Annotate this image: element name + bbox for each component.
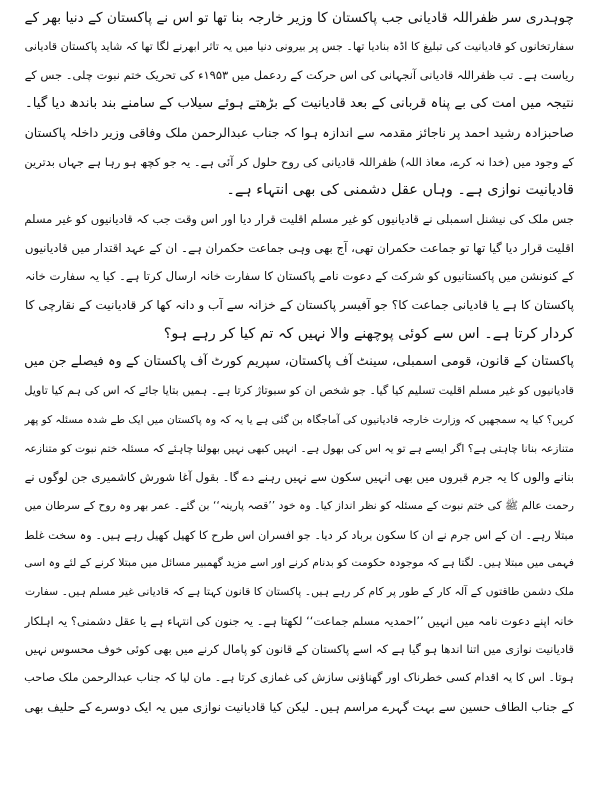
text-line: کریں؟ کیا یہ سمجھیں کہ وزارت خارجہ قادیانیوں کی آماجگاہ بن گئی ہے یا یہ کہ وہ پاکستان میں ایک طے شدہ مسئلہ کو پھر [24, 413, 574, 426]
paragraph-2 [16, 119, 574, 205]
text-line: ریاست ہے۔ تب ظفراللہ قادیانی آنجہانی کی اس حرکت کے ردعمل میں ۱۹۵۳ء کی تحریک ختم نبوت چلی۔ جس کے [24, 68, 574, 83]
text-line: نتیجہ میں امت کی بے پناہ قربانی کے بعد قادیانیت کے بڑھتے ہوئے سیلاب کے سامنے بند باندھ دیا گیا۔ [24, 96, 574, 112]
text-line: صاحبزادہ رشید احمد پر ناجائز مقدمہ سے اندازہ ہوا کہ جناب عبدالرحمن ملک وفاقی وزیر داخلہ پاکستان [24, 124, 574, 140]
text-line: کے وجود میں (خدا نہ کرے، معاذ اللہ) ظفراللہ قادیانی کی روح حلول کر آئی ہے۔ یہ جو کچھ ہو رہا ہے جہاں بدترین [24, 154, 574, 169]
text-line: مبتلا رہے۔ ان کے اس جرم نے ان کا سکون برباد کر دیا۔ جو افسران اس طرح کا کھیل کھیل رہے ہیں۔ وہ سخت غلط [24, 527, 574, 542]
text-line: فہمی میں مبتلا ہیں۔ لگتا ہے کہ موجودہ حکومت کو بدنام کرنے اور اسے مزید گھمبیر مسائل میں مبتلا کرنے کے لئے وہ اسی [24, 556, 574, 570]
text-line: ہوتا۔ اس کا یہ اقدام کسی خطرناک اور گھناؤنی سازش کی غمازی کرتا ہے۔ مان لیا کہ جناب عبدالرحمن ملک صاحب [24, 671, 574, 685]
paragraph-3 [16, 205, 574, 349]
paragraph-1 [16, 4, 574, 119]
text-line: پاکستان کے قانون، قومی اسمبلی، سینٹ آف پاکستان، سپریم کورٹ آف پاکستان کے وہ فیصلے جن میں [24, 354, 574, 370]
text-line: قادیانیوں کو غیر مسلم اقلیت تسلیم کیا گیا۔ جو شخص ان کو سبوتاژ کرتا ہے۔ ہمیں بتایا جائے کہ اس کی ہم کیا تاویل [24, 384, 574, 398]
text-line: قادیانیت نوازی میں اتنا اندھا ہو گیا ہے کہ اسے پاکستان کے قانون کو پامال کرنے میں بھی کوئی خوف محسوس نہیں [24, 642, 574, 657]
text-line: ملک دشمن طاقتوں کے آلہ کار کے طور پر کام کر رہے ہیں۔ پاکستان کا قانون کہتا ہے کہ قادیانی غیر مسلم ہیں۔ سفارت [24, 585, 574, 599]
text-line: جس ملک کی نیشنل اسمبلی نے قادیانیوں کو غیر مسلم اقلیت قرار دیا اور اس وقت جب کہ قادیانیوں کو غیر مسلم [24, 211, 574, 226]
text-line: کے جناب الطاف حسین سے بہت گہرے مراسم ہیں۔ لیکن کیا قادیانیت نوازی میں یہ ایک دوسرے کے حلیف بھی [24, 699, 574, 714]
text-line: پاکستان کا ہے یا قادیانی جماعت کا؟ جو آفیسر پاکستان کے خزانہ سے آب و دانہ کھا کر قادیانیت کے نقارچی کا [24, 298, 574, 313]
text-line: بنانے والوں کا یہ جرم قبروں میں بھی انہیں سکون سے نہیں رہنے دے گا۔ بقول آغا شورش کاشمیری جن لوگوں نے [24, 470, 574, 485]
text-line: متنازعہ بنانا چاہتی ہے؟ اگر ایسے ہے تو یہ اس کی بھول ہے۔ انہیں کبھی نہیں بھولنا چاہئے کہ مسئلہ ختم نبوت کو متنازعہ [24, 441, 574, 455]
text-line: خانہ اپنے دعوت نامہ میں انہیں ’’احمدیہ مسلم جماعت‘‘ لکھتا ہے۔ یہ جنون کی انتہاء ہے یا عقل دشمنی؟ یہ اہلکار [24, 613, 574, 628]
text-line: رحمت عالم ﷺ کی ختم نبوت کے مسئلہ کو نظر انداز کیا۔ وہ خود ’’قصہ پارینہ‘‘ بن گئے۔ عمر بھر وہ روح کے سرطان میں [24, 498, 574, 512]
text-line: سفارتخانوں کو قادیانیت کی تبلیغ کا اڈہ بنادیا تھا۔ جس پر بیرونی دنیا میں یہ تاثر ابھرنے لگا تھا کہ شاید پاکستان قادیانی [24, 39, 574, 53]
text-line: کے کنونشن میں پاکستانیوں کو شرکت کے دعوت نامے پاکستان کا سفارت خانہ ارسال کرتا ہے۔ کیا یہ سفارت خانہ [25, 269, 574, 284]
text-line: چوہدری سر ظفراللہ قادیانی جب پاکستان کا وزیر خارجہ بنا تھا تو اس نے پاکستان کے دنیا بھر کے [24, 10, 574, 26]
text-line: قادیانیت نوازی ہے۔ وہاں عقل دشمنی کی بھی انتہاء ہے۔ [226, 182, 574, 199]
text-line: کردار کرتا ہے۔ اس سے کوئی پوچھنے والا نہیں کہ تم کیا کر رہے ہو؟ [163, 325, 574, 342]
paragraph-4 [16, 348, 574, 721]
text-line: اقلیت قرار دیا گیا تھا تو جماعت حکمران تھی، آج بھی وہی جماعت حکمران ہے۔ ان کے عہد اقتدار میں قادیانیوں [24, 240, 574, 255]
article-body [16, 4, 574, 800]
